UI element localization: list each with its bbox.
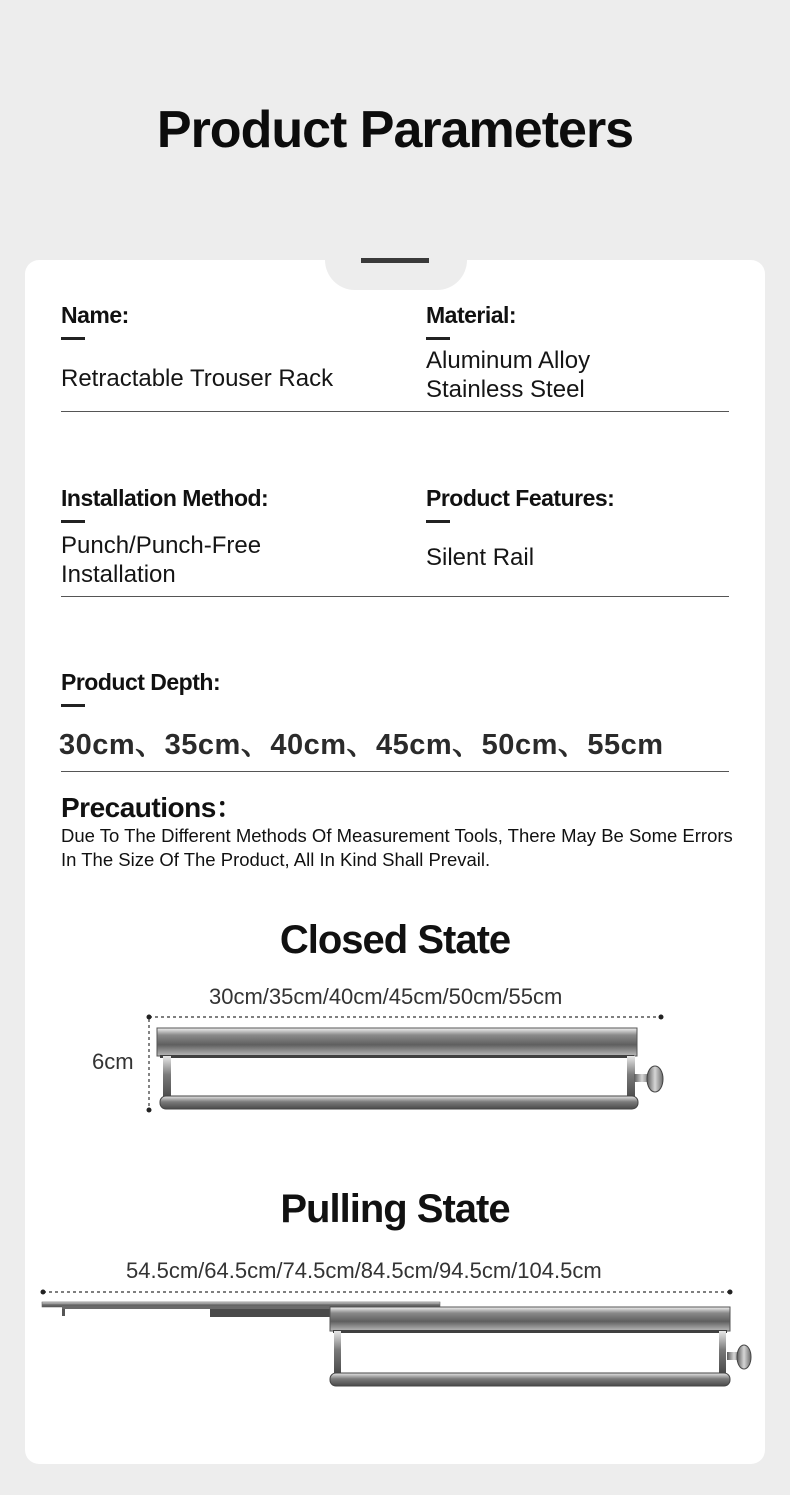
closed-rack [157, 1028, 663, 1109]
param-depth-label: Product Depth: [61, 669, 221, 695]
param-name-label: Name: [61, 302, 129, 328]
param-installation-line-1: Punch/Punch-Free [61, 532, 262, 559]
precautions-title: Precautions： [61, 792, 244, 823]
param-name-value: Retractable Trouser Rack [61, 365, 334, 392]
param-material-line-1: Aluminum Alloy [426, 347, 591, 374]
precautions-text: Due To The Different Methods Of Measurement Tools, There May Be Some Errors In The Size Of The Product, All In Kind Shall Prevail. [61, 825, 733, 870]
closed-state-title: Closed State [279, 918, 511, 962]
param-material-line-2: Stainless Steel [426, 376, 585, 403]
pulling-state-title: Pulling State [280, 1187, 510, 1231]
pulling-dimension-line [41, 1290, 733, 1295]
param-depth-value: 30cm、35cm、40cm、45cm、50cm、55cm [59, 729, 664, 761]
param-material-label: Material: [426, 302, 517, 328]
pulling-width-label: 54.5cm/64.5cm/74.5cm/84.5cm/94.5cm/104.5cm [126, 1258, 602, 1283]
closed-height-label: 6cm [92, 1049, 134, 1074]
param-installation-label: Installation Method: [61, 485, 269, 511]
param-features-label: Product Features: [426, 485, 615, 511]
param-features-value: Silent Rail [426, 544, 535, 571]
page-title: Product Parameters [156, 101, 634, 159]
param-installation-line-2: Installation [61, 561, 176, 588]
pulling-rack [42, 1302, 751, 1386]
closed-width-label: 30cm/35cm/40cm/45cm/50cm/55cm [209, 984, 563, 1009]
